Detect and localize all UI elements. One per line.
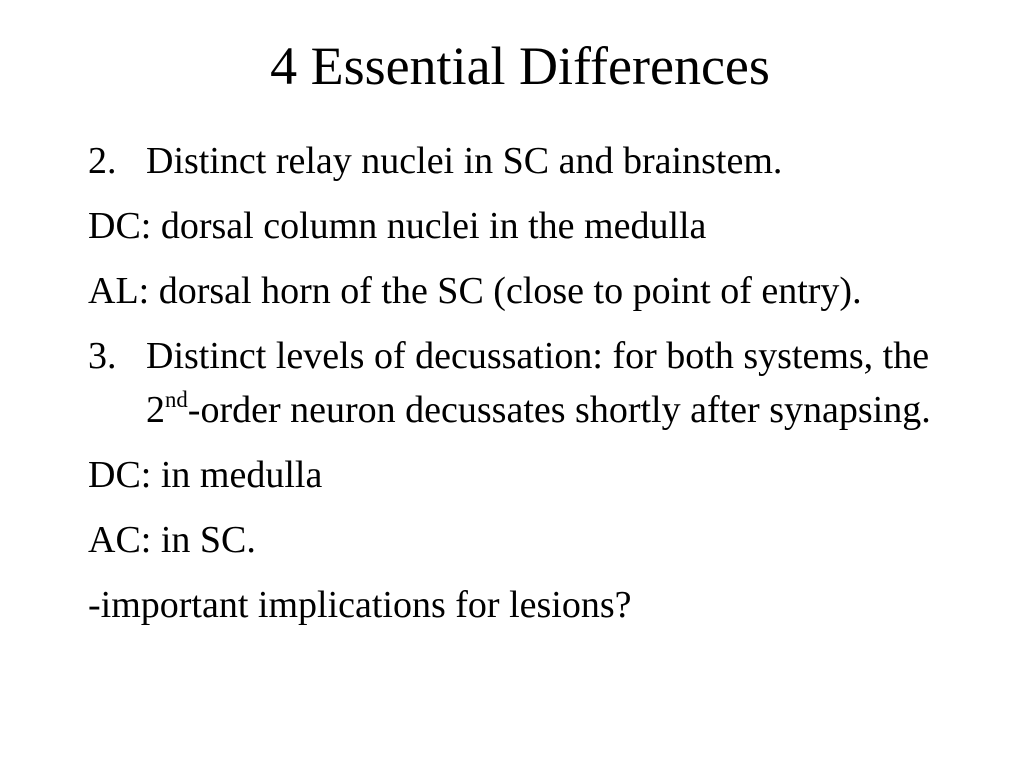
item-number: 2. xyxy=(88,140,117,182)
list-item-ac-sc xyxy=(88,513,948,567)
item-number: 3. xyxy=(88,335,117,377)
slide-title: 4 Essential Differences xyxy=(270,36,770,96)
item-text: DC: in medulla xyxy=(88,454,323,496)
item-text: Distinct relay nuclei in SC and brainstem. xyxy=(146,140,783,182)
item-text-after: -order neuron decussates shortly after synapsing. xyxy=(187,389,931,431)
item-text: DC: dorsal column nuclei in the medulla xyxy=(88,205,707,247)
list-item-relay-nuclei xyxy=(88,134,948,188)
item-text: AC: in SC. xyxy=(88,519,256,561)
list-item-dc-medulla xyxy=(88,448,948,502)
item-text-before: Distinct levels of decussation: for both systems, the 2 xyxy=(146,335,930,431)
list-item-dc-nuclei xyxy=(88,199,948,253)
list-item-decussation-levels xyxy=(88,329,948,437)
ordinal-superscript: nd xyxy=(165,387,188,413)
list-item-lesion-implications xyxy=(88,578,948,632)
slide-body xyxy=(88,134,948,643)
item-text: AL: dorsal horn of the SC (close to point of entry). xyxy=(88,270,862,312)
list-item-al-dorsal-horn xyxy=(88,264,948,318)
item-text: -important implications for lesions? xyxy=(88,584,632,626)
